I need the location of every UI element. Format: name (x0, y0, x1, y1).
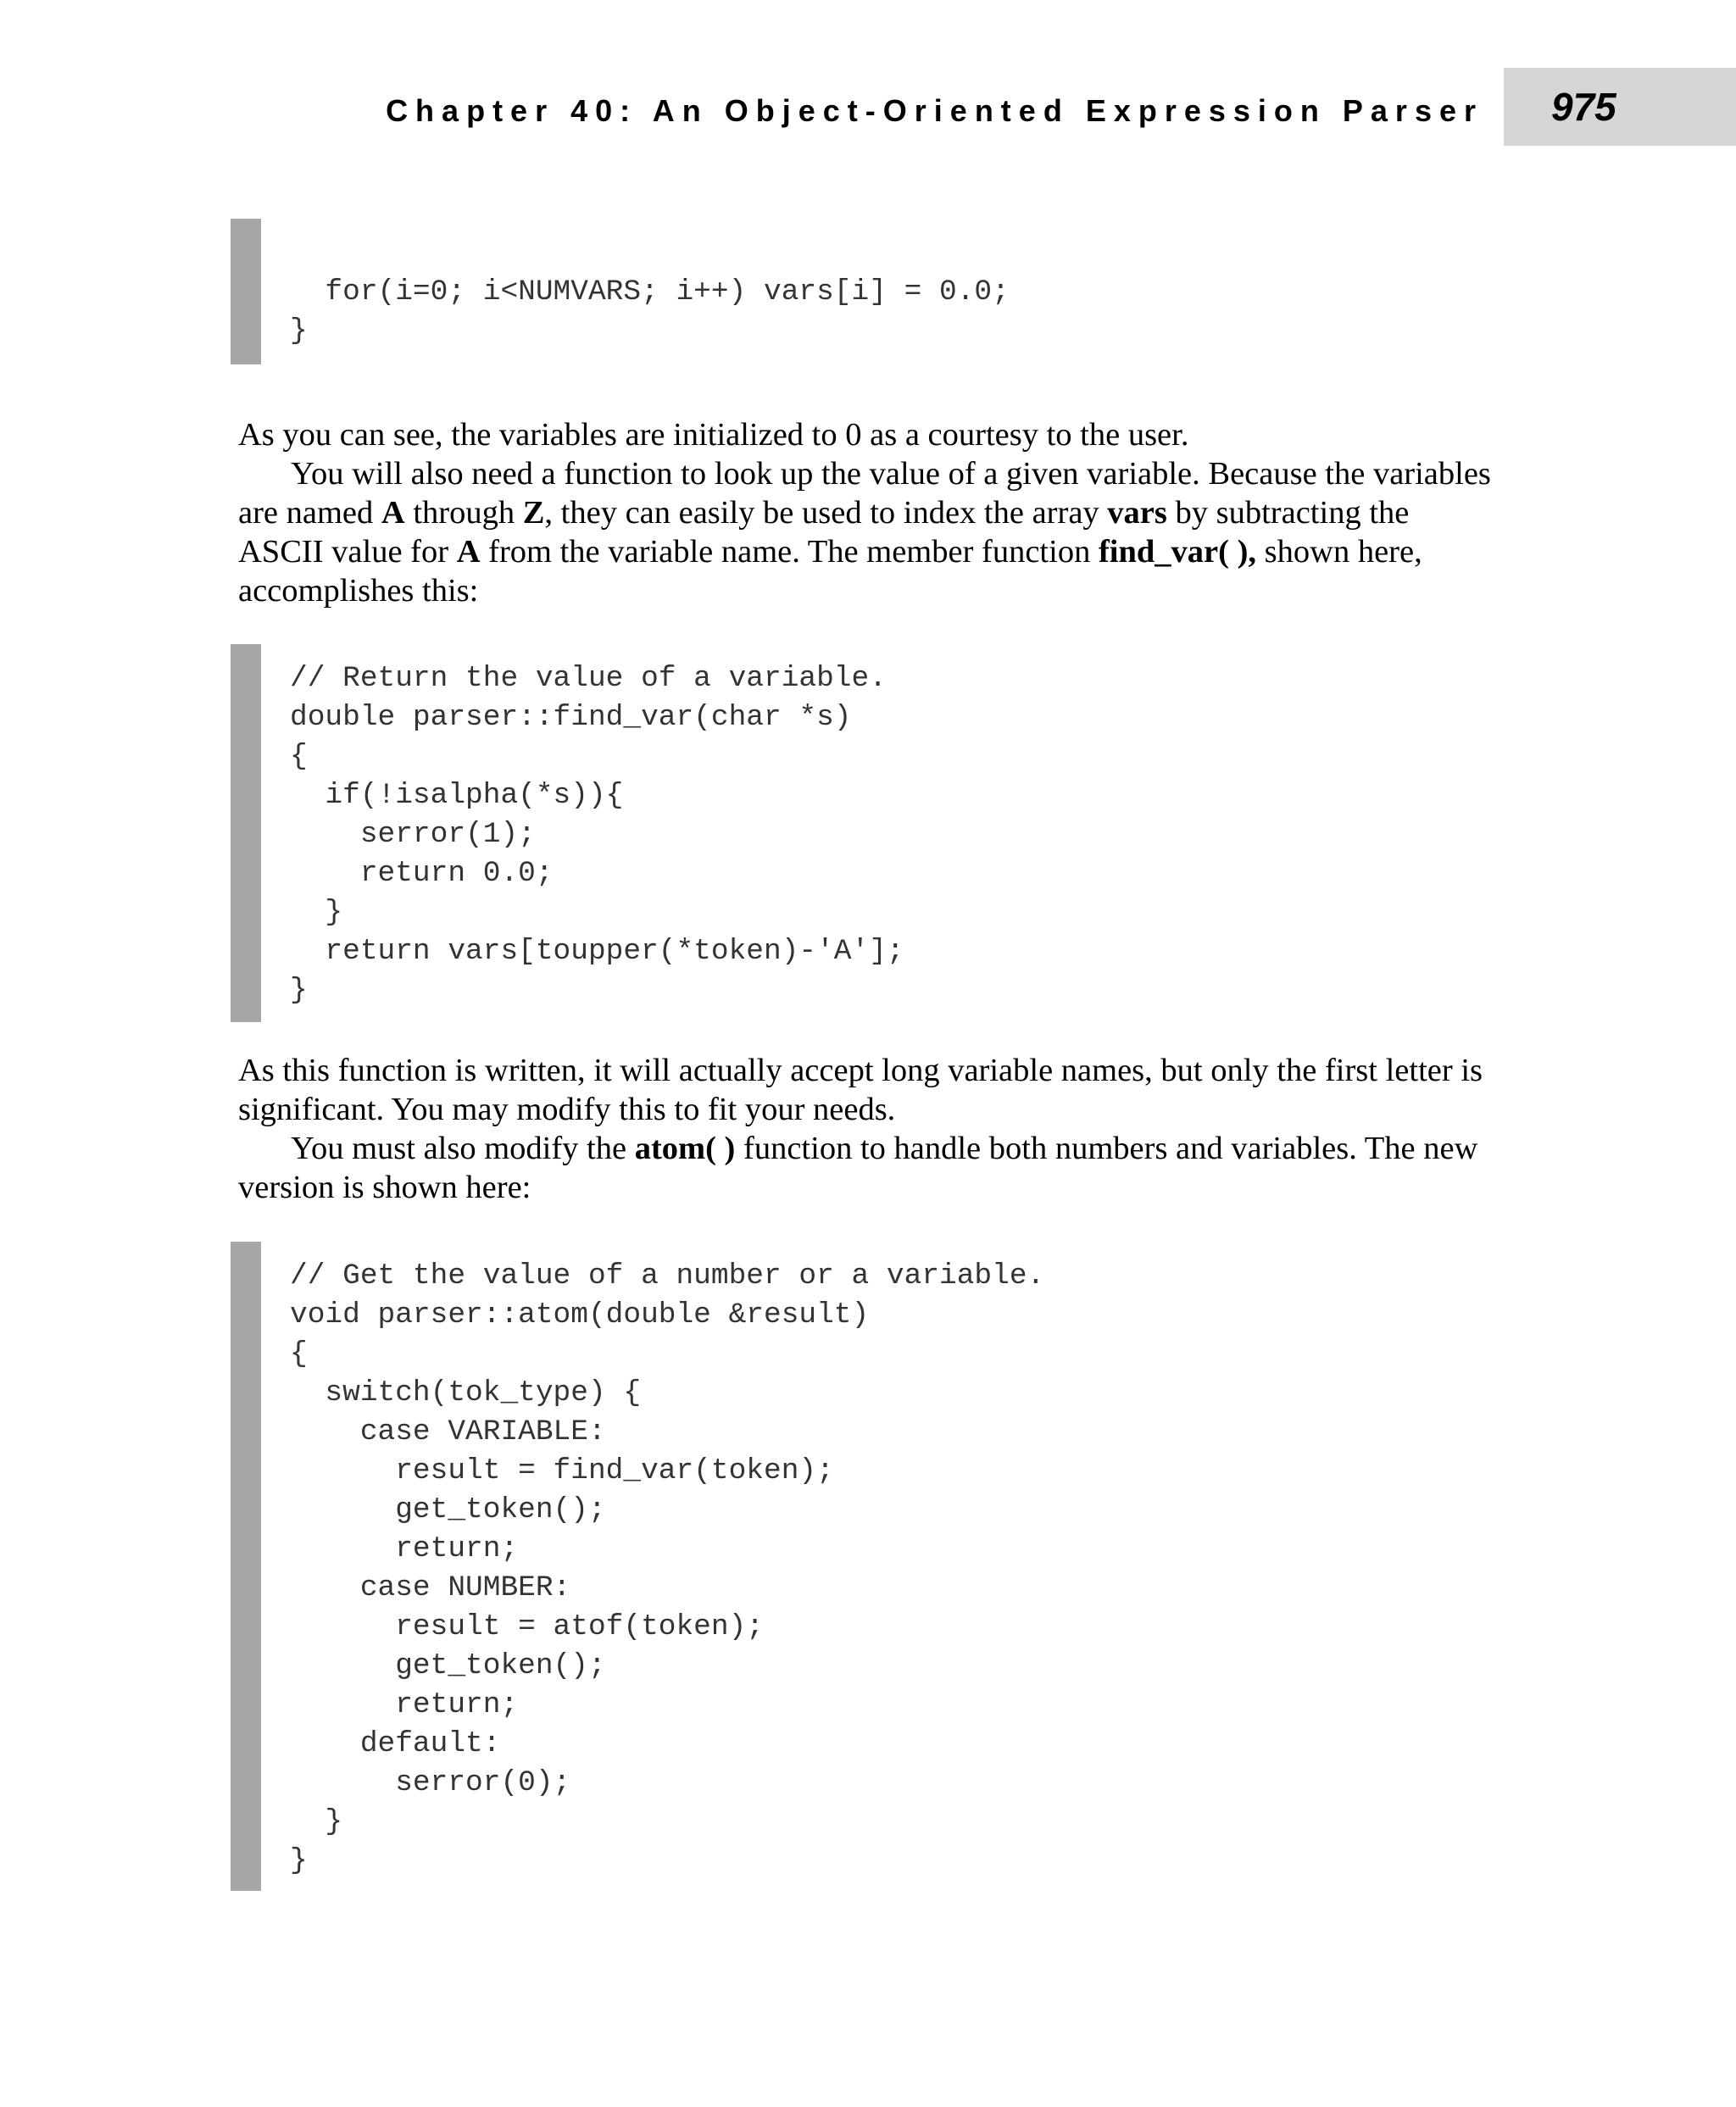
paragraph: You will also need a function to look up the value of a given variable. Because the variables are named A through Z, they can easily be used to index the array vars by subtracting the ASCII value for A from the variable name. The member function find_var( ), shown here, accomplishes this: (238, 456, 1491, 609)
code-line: switch(tok_type) { (290, 1376, 642, 1409)
text-section-2 (238, 1051, 1493, 1207)
code-line: get_token(); (290, 1493, 606, 1526)
code-line: result = find_var(token); (290, 1454, 834, 1487)
code-line: return 0.0; (290, 857, 554, 890)
code-line: result = atof(token); (290, 1610, 764, 1643)
code-line: // Get the value of a number or a variable. (290, 1259, 1045, 1293)
code-line: serror(1); (290, 818, 536, 851)
code-line: } (290, 974, 308, 1007)
code-line: case NUMBER: (290, 1571, 571, 1604)
code-line: serror(0); (290, 1766, 571, 1799)
code-lines (290, 659, 904, 1010)
code-block-bar (231, 1242, 261, 1891)
paragraph: You must also modify the atom( ) function to handle both numbers and variables. The new version is shown here: (238, 1131, 1478, 1205)
page-number-tab (1504, 68, 1736, 146)
code-line: } (290, 1844, 308, 1877)
code-line: return; (290, 1688, 519, 1721)
code-lines (290, 1257, 1044, 1881)
code-block-bar (231, 644, 261, 1022)
paragraph: As this function is written, it will actually accept long variable names, but only the first letter is significant. You may modify this to fit your needs. (238, 1053, 1483, 1127)
code-line: case VARIABLE: (290, 1415, 606, 1448)
code-line: // Return the value of a variable. (290, 662, 887, 695)
code-line: if(!isalpha(*s)){ (290, 779, 624, 812)
code-line: { (290, 1337, 308, 1370)
code-line: } (290, 314, 308, 347)
code-line: } (290, 1805, 343, 1838)
page-number: 975 (1551, 85, 1616, 129)
running-header-title: Chapter 40: An Object-Oriented Expression Parser (386, 93, 1483, 128)
code-block-bar (231, 219, 261, 364)
text-section-1 (238, 415, 1493, 610)
code-line: return; (290, 1532, 519, 1565)
code-line: for(i=0; i<NUMVARS; i++) vars[i] = 0.0; (290, 275, 1010, 309)
code-line: default: (290, 1727, 501, 1760)
code-line: get_token(); (290, 1649, 606, 1682)
code-line: double parser::find_var(char *s) (290, 701, 852, 734)
paragraph: As you can see, the variables are initialized to 0 as a courtesy to the user. (238, 417, 1189, 453)
code-line: void parser::atom(double &result) (290, 1298, 870, 1331)
code-line: { (290, 740, 308, 773)
code-lines (290, 273, 1010, 351)
code-line: return vars[toupper(*token)-'A']; (290, 935, 904, 968)
code-line: } (290, 896, 343, 929)
